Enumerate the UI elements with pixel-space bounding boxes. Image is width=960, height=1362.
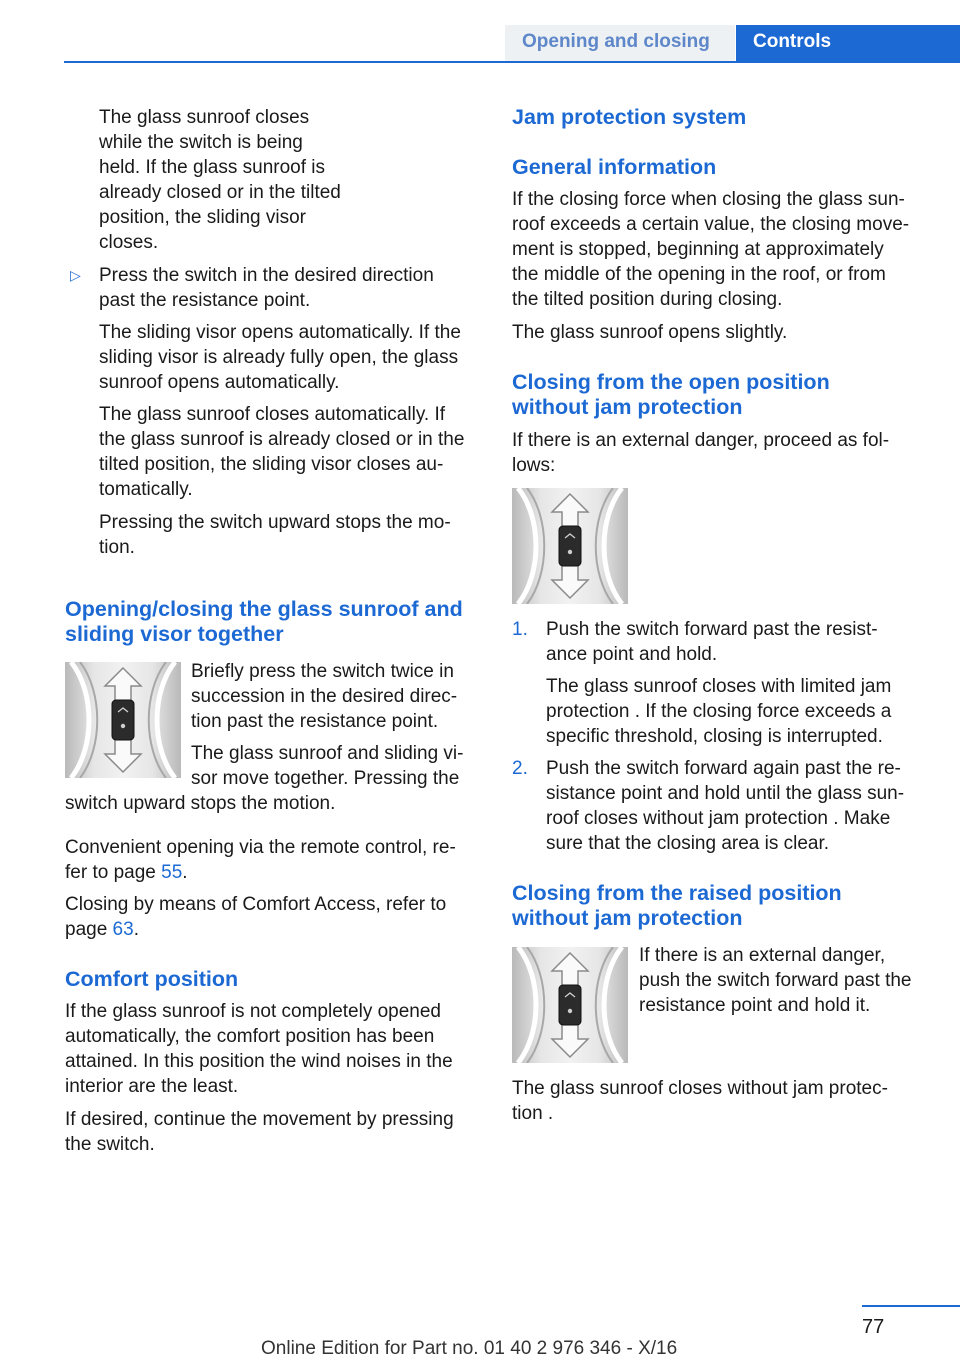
remote-control-paragraph: Convenient opening via the remote control, re‐ fer to page 55. xyxy=(65,837,456,883)
final-paragraph: The glass sunroof closes without jam protec‐ tion . xyxy=(512,1078,888,1124)
bullet-para-visor: The sliding visor opens automatically. If the sliding visor is already fully open, the glass sunroof opens automatically. xyxy=(99,322,461,393)
comfort-paragraph-1: If the glass sunroof is not completely opened automatically, the comfort position has been attained. In this position the wind noises in the interior are the least. xyxy=(65,1001,453,1097)
heading-general-information: General information xyxy=(512,155,717,179)
step-number: 1. xyxy=(512,619,528,640)
heading-comfort-position: Comfort position xyxy=(65,967,239,991)
step-text: Push the switch forward again past the re‐ sistance point and hold until the glass sun‐ roof closes without jam protection . Make sure that the closing area is clear. xyxy=(546,758,905,854)
comfort-access-paragraph: Closing by means of Comfort Access, refer to page 63. xyxy=(65,894,447,940)
bullet-para-closes: The glass sunroof closes automatically. If the glass sunroof is already closed or in the tilted position, the sliding visor closes au‐ tomatically. xyxy=(99,404,465,500)
step-number: 2. xyxy=(512,758,528,779)
footer-rule xyxy=(862,1305,960,1307)
general-paragraph-2: The glass sunroof opens slightly. xyxy=(512,322,788,343)
switch-illustration-2 xyxy=(512,488,628,604)
step-text: Push the switch forward past the resist‐ ance point and hold. xyxy=(546,619,878,665)
open-position-paragraph: If there is an external danger, proceed as fol‐ lows: xyxy=(512,430,890,476)
together-text-b: The glass sunroof and sliding vi‐ sor move together. Pressing the xyxy=(191,743,464,789)
header-section-title: Opening and closing xyxy=(522,31,710,52)
header-rule xyxy=(64,61,960,63)
page-link-63[interactable]: 63 xyxy=(112,919,134,940)
page-number: 77 xyxy=(862,1316,885,1338)
bullet-marker-icon: ▷ xyxy=(70,267,81,283)
intro-paragraph: The glass sunroof closes while the switch is being held. If the glass sunroof is already closed or in the tilted position, the sliding visor closes. xyxy=(99,107,341,253)
together-text-c: switch upward stops the motion. xyxy=(65,793,336,814)
step-result-text: The glass sunroof closes with limited jam protection . If the closing force exceeds a specific threshold, closing is interrupted. xyxy=(546,676,892,747)
header-chapter-title: Controls xyxy=(753,31,832,52)
comfort-paragraph-2: If desired, continue the movement by pressing the switch. xyxy=(65,1109,454,1155)
heading-together: Opening/closing the glass sunroof and sliding visor together xyxy=(65,597,463,646)
bullet-para-stop: Pressing the switch upward stops the mo‐ tion. xyxy=(99,512,451,558)
footer-edition: Online Edition for Part no. 01 40 2 976 346 - X/16 xyxy=(261,1338,678,1359)
heading-raised-position: Closing from the raised position without jam protection xyxy=(512,881,842,930)
heading-open-position: Closing from the open position without jam protection xyxy=(512,370,830,419)
switch-illustration-3 xyxy=(512,947,628,1063)
bullet-text: Press the switch in the desired direction past the resistance point. xyxy=(99,265,434,311)
raised-position-paragraph: If there is an external danger, push the switch forward past the resistance point and hold it. xyxy=(639,945,912,1016)
switch-illustration-1 xyxy=(65,662,181,778)
together-text-a: Briefly press the switch twice in succession in the desired direc‐ tion past the resistance point. xyxy=(191,661,458,732)
page-link-55[interactable]: 55 xyxy=(161,862,183,883)
heading-jam-protection: Jam protection system xyxy=(512,105,747,129)
general-paragraph-1: If the closing force when closing the glass sun‐ roof exceeds a certain value, the closing move‐ ment is stopped, beginning at approximately the middle of the opening in the roof, or from the tilted position during closing. xyxy=(512,189,910,310)
